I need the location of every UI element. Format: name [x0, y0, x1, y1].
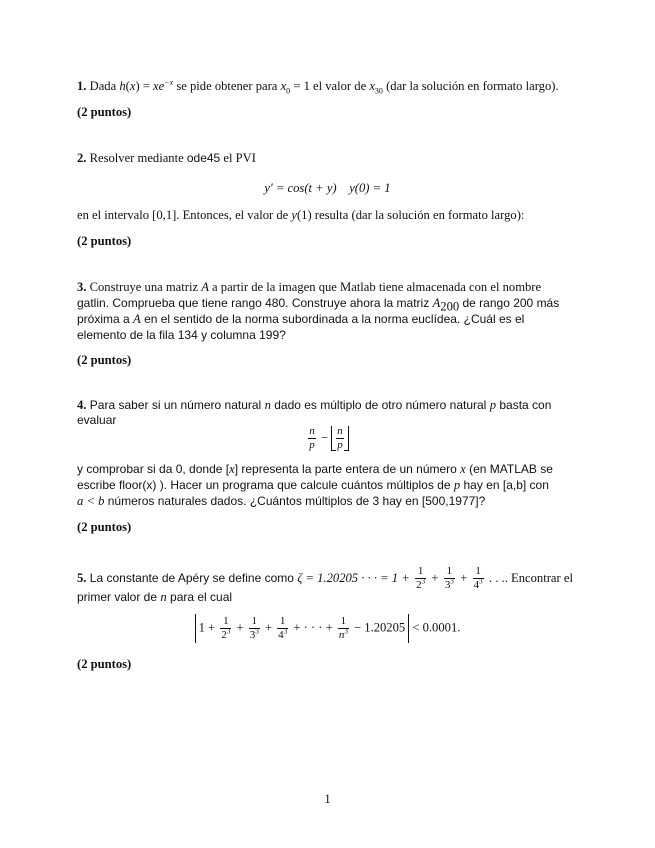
question-4-formula: $\frac{n}{p}$ − $\frac{n}{p}$ [0, 426, 655, 451]
page-number: 1 [324, 792, 331, 806]
question-4-line-4: escribe floor(x) ). Hacer un programa que calcule cuántos múltiplos de p hay en [a,b] con [77, 478, 549, 492]
fraction-1-over-2-cubed: $\frac{1}{2^3}$ [416, 565, 426, 592]
question-5-points: (2 puntos) [77, 657, 132, 671]
fraction-1-over-4-cubed: $\frac{1}{4^3}$ [473, 565, 483, 592]
fraction-n-over-p: $\frac{n}{p}$ [309, 425, 315, 451]
absolute-value: 1 + $\frac{1}{2^3}$ + $\frac{1}{3^3}$ + $\frac{1}{4^3}$ + · · · + $\frac{1}{n^3}$ − 1.20205 [195, 614, 410, 643]
fraction-1-over-3-cubed: $\frac{1}{3^3}$ [444, 565, 454, 592]
question-3-line-2: gatlin. Comprueba que tiene rango 480. Construye ahora la matriz $A_{200}$ de rango 200 más [77, 296, 560, 314]
question-2-points: (2 puntos) [77, 234, 132, 248]
question-3-points: (2 puntos) [77, 353, 132, 367]
question-2-line-2: en el intervalo [0,1]. Entonces, el valor de y(1) resulta (dar la solución en formato largo): [77, 208, 525, 222]
question-1-points: (2 puntos) [77, 105, 132, 119]
question-4-line-1: 4. Para saber si un número natural n dado es múltiplo de otro número natural p basta con [77, 398, 552, 412]
question-5-line-2: primer valor de n para el cual [77, 590, 233, 604]
question-4-line-3: y comprobar si da 0, donde [x] representa la parte entera de un número x (en MATLAB se [77, 462, 553, 476]
question-3-line-4: elemento de la fila 134 y columna 199? [77, 328, 286, 342]
question-1: 1. Dada $h(x) = xe^{-x}$ se pide obtener para $x_0 = 1$ el valor de $x_{30}$ (dar la solución en formato largo). [77, 77, 559, 96]
question-4-line-5: a < b números naturales dados. ¿Cuántos múltiplos de 3 hay en [500,1977]? [77, 494, 486, 508]
question-3-line-3: próxima a A en el sentido de la norma subordinada a la norma euclídea. ¿Cuál es el [77, 312, 525, 326]
question-4-points: (2 puntos) [77, 520, 132, 534]
question-5-inequality: 1 + $\frac{1}{2^3}$ + $\frac{1}{3^3}$ + $\frac{1}{4^3}$ + · · · + $\frac{1}{n^3}$ − 1.20205 < 0.0001. [0, 614, 655, 643]
question-3-line-1: 3. Construye una matriz A a partir de la imagen que Matlab tiene almacenada con el nombre [77, 280, 542, 294]
question-5-line-1: 5. La constante de Apéry se define como ζ = 1.20205 · · · = 1 + $\frac{1}{2^3}$ + $\frac{1}{3^3}$ + $\frac{1}{4^3}$ . . .. Encontrar el [77, 565, 573, 592]
question-2-equation: y′ = cos(t + y) y(0) = 1 [264, 181, 391, 195]
floor-bracket: $\frac{n}{p}$ [331, 426, 349, 451]
question-2: 2. Resolver mediante ode45 el PVI [77, 151, 256, 165]
question-4-line-2: evaluar [77, 413, 117, 427]
